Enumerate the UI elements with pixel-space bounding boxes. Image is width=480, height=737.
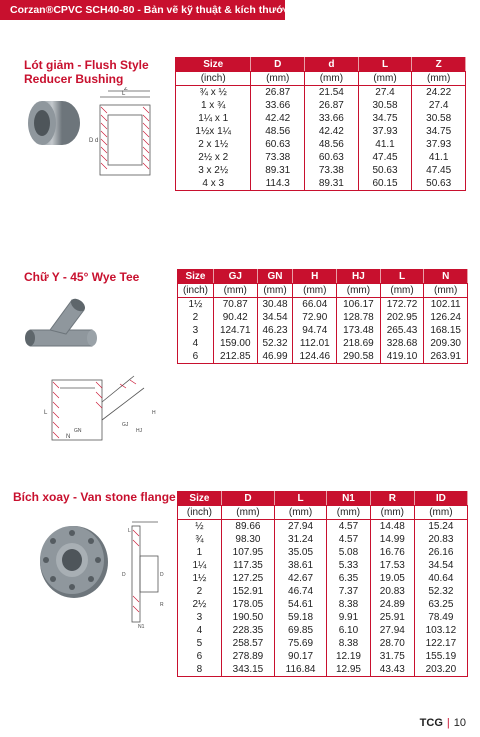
table-row [176,138,466,151]
table-cell: 4 [178,337,214,350]
table-row [176,177,466,191]
table-cell: 4.57 [327,533,371,546]
table-cell: 25.91 [370,611,414,624]
dim-label: D [122,572,126,578]
table-cell: ½ [178,520,222,534]
table-cell: 2½ [178,598,222,611]
table-cell: 31.75 [370,650,414,663]
table-row [178,559,468,572]
table-cell: 1¼ x 1 [176,112,251,125]
table-cell: 15.24 [414,520,467,534]
table-row [176,112,466,125]
table-cell: 6 [178,650,222,663]
table-cell: 42.67 [275,572,327,585]
table-row [178,650,468,663]
table-cell: 33.66 [305,112,359,125]
column-header: Size [178,492,222,506]
table-cell: 5.08 [327,546,371,559]
unit-cell: (mm) [275,506,327,520]
table-cell: 52.32 [414,585,467,598]
dim-label: R [160,602,164,608]
table-cell: 70.87 [213,298,257,312]
table-cell: 52.32 [257,337,293,350]
table-cell: 35.05 [275,546,327,559]
unit-cell: (mm) [412,72,466,86]
unit-cell: (mm) [213,284,257,298]
dim-label: H [152,410,156,416]
table-cell: 126.24 [424,311,468,324]
flange-drawing [118,520,168,630]
table-cell: 12.95 [327,663,371,677]
bushing-photo [24,93,82,151]
column-header: Size [178,270,214,284]
table-cell: 173.48 [337,324,381,337]
dim-label: L [44,410,48,416]
table-cell: 4.57 [327,520,371,534]
dim-label: D [89,138,94,144]
table-cell: 5.33 [327,559,371,572]
table-cell: 278.89 [221,650,274,663]
table-units-row [178,506,468,520]
table-cell: 2½ x 2 [176,151,251,164]
table-cell: 178.05 [221,598,274,611]
table-cell: 41.1 [412,151,466,164]
table-cell: 89.31 [305,177,359,191]
column-header: L [275,492,327,506]
unit-cell: (mm) [251,72,305,86]
table-cell: 60.63 [251,138,305,151]
table-cell: 90.42 [213,311,257,324]
table-cell: 73.38 [251,151,305,164]
table-cell: 90.17 [275,650,327,663]
column-header: HJ [337,270,381,284]
table-cell: 30.58 [412,112,466,125]
unit-cell: (inch) [176,72,251,86]
table-cell: 202.95 [380,311,424,324]
table-cell: 127.25 [221,572,274,585]
table-cell: ¾ x ½ [176,86,251,100]
table-row [178,546,468,559]
table-cell: 43.43 [370,663,414,677]
table-cell: 30.58 [358,99,412,112]
spec-table-bushing [175,57,466,191]
table-cell: 50.63 [412,177,466,191]
column-header: R [370,492,414,506]
table-row [178,663,468,677]
table-row [176,86,466,100]
table-cell: 4 [178,624,222,637]
column-header: D [221,492,274,506]
column-header: Z [412,58,466,72]
unit-cell: (mm) [305,72,359,86]
table-cell: 107.95 [221,546,274,559]
table-cell: 8 [178,663,222,677]
table-cell: 117.35 [221,559,274,572]
table-cell: 212.85 [213,350,257,364]
table-cell: 5 [178,637,222,650]
wye-photo [22,290,112,360]
table-cell: 102.11 [424,298,468,312]
table-cell: 34.54 [257,311,293,324]
table-cell: 24.89 [370,598,414,611]
table-cell: 1½ [178,572,222,585]
table-cell: 263.91 [424,350,468,364]
table-cell: 20.83 [370,585,414,598]
table-cell: 14.48 [370,520,414,534]
table-cell: 152.91 [221,585,274,598]
table-cell: 24.22 [412,86,466,100]
table-cell: 3 [178,611,222,624]
table-cell: 4 x 3 [176,177,251,191]
table-cell: 6.10 [327,624,371,637]
dim-label: D [160,572,164,578]
table-cell: 40.64 [414,572,467,585]
column-header: L [358,58,412,72]
dim-label: GJ [122,422,129,428]
table-cell: 60.15 [358,177,412,191]
table-cell: 30.48 [257,298,293,312]
table-cell: 78.49 [414,611,467,624]
table-cell: 28.70 [370,637,414,650]
table-row [178,337,468,350]
table-cell: 46.74 [275,585,327,598]
unit-cell: (mm) [257,284,293,298]
table-cell: 34.75 [412,125,466,138]
table-cell: 2 [178,311,214,324]
table-cell: 128.78 [337,311,381,324]
table-cell: 50.63 [358,164,412,177]
table-cell: 94.74 [293,324,337,337]
table-cell: 48.56 [251,125,305,138]
dim-label: L [122,91,126,97]
table-cell: 2 [178,585,222,598]
table-cell: 2 x 1½ [176,138,251,151]
table-row [178,324,468,337]
spec-table-wye [177,269,468,364]
table-row [178,298,468,312]
table-cell: 1 [178,546,222,559]
column-header: GN [257,270,293,284]
table-row [178,572,468,585]
section-title-line: Chữ Y - 45° Wye Tee [24,270,140,284]
table-cell: 73.38 [305,164,359,177]
table-units-row [178,284,468,298]
unit-cell: (mm) [414,506,467,520]
dim-label: L [128,528,131,534]
table-cell: 209.30 [424,337,468,350]
wye-drawing [40,374,170,444]
table-cell: 168.15 [424,324,468,337]
unit-cell: (mm) [358,72,412,86]
dim-label: Z [124,87,128,92]
column-header: Size [176,58,251,72]
table-cell: 8.38 [327,598,371,611]
table-cell: 3 [178,324,214,337]
table-cell: 203.20 [414,663,467,677]
table-cell: 7.37 [327,585,371,598]
table-cell: 37.93 [412,138,466,151]
table-cell: 328.68 [380,337,424,350]
table-cell: 112.01 [293,337,337,350]
table-cell: 21.54 [305,86,359,100]
table-cell: 63.25 [414,598,467,611]
table-cell: 69.85 [275,624,327,637]
table-row [176,151,466,164]
table-cell: 59.18 [275,611,327,624]
table-cell: 41.1 [358,138,412,151]
table-cell: 1½x 1¼ [176,125,251,138]
unit-cell: (mm) [293,284,337,298]
table-cell: 27.94 [275,520,327,534]
table-header-row [178,492,468,506]
table-cell: 258.57 [221,637,274,650]
table-cell: 106.17 [337,298,381,312]
page-number: 10 [453,717,466,729]
table-cell: 72.90 [293,311,337,324]
table-cell: 228.35 [221,624,274,637]
table-cell: 6.35 [327,572,371,585]
table-cell: 9.91 [327,611,371,624]
dim-label: d [95,138,99,144]
table-cell: 54.61 [275,598,327,611]
column-header: L [380,270,424,284]
table-cell: 33.66 [251,99,305,112]
document-header: Corzan®CPVC SCH40-80 - Bản vẽ kỹ thuật & kích thước [0,0,285,20]
unit-cell: (inch) [178,284,214,298]
table-row [178,598,468,611]
spec-table-flange [177,491,468,677]
table-cell: 1¼ [178,559,222,572]
unit-cell: (mm) [221,506,274,520]
table-cell: 89.66 [221,520,274,534]
table-row [178,611,468,624]
table-cell: 42.42 [305,125,359,138]
page-footer [420,717,466,729]
section-title-flange [13,490,176,504]
table-cell: 265.43 [380,324,424,337]
table-cell: 159.00 [213,337,257,350]
table-cell: 116.84 [275,663,327,677]
table-cell: 155.19 [414,650,467,663]
unit-cell: (mm) [370,506,414,520]
table-units-row [176,72,466,86]
section-title-bushing [24,58,149,86]
section-title-wye [24,270,139,284]
table-cell: 6 [178,350,214,364]
section-title-line: Reducer Bushing [24,72,124,86]
dim-label: N1 [138,624,145,630]
column-header: GJ [213,270,257,284]
table-row [178,624,468,637]
table-cell: 16.76 [370,546,414,559]
table-cell: 17.53 [370,559,414,572]
table-header-row [176,58,466,72]
table-cell: 27.4 [412,99,466,112]
column-header: d [305,58,359,72]
table-cell: 114.3 [251,177,305,191]
table-row [176,99,466,112]
table-cell: 419.10 [380,350,424,364]
table-cell: 47.45 [358,151,412,164]
flange-photo [34,522,114,602]
dim-label: HJ [136,428,143,434]
column-header: D [251,58,305,72]
table-cell: 12.19 [327,650,371,663]
column-header: N1 [327,492,371,506]
table-cell: 31.24 [275,533,327,546]
table-cell: 218.69 [337,337,381,350]
table-cell: 124.71 [213,324,257,337]
table-cell: 42.42 [251,112,305,125]
table-cell: 48.56 [305,138,359,151]
table-cell: 8.38 [327,637,371,650]
table-cell: 19.05 [370,572,414,585]
table-cell: 60.63 [305,151,359,164]
bushing-drawing [86,87,166,187]
table-cell: 98.30 [221,533,274,546]
table-cell: 75.69 [275,637,327,650]
table-cell: ¾ [178,533,222,546]
unit-cell: (mm) [337,284,381,298]
table-cell: 46.99 [257,350,293,364]
table-cell: 47.45 [412,164,466,177]
table-cell: 26.16 [414,546,467,559]
column-header: N [424,270,468,284]
table-cell: 38.61 [275,559,327,572]
table-cell: 122.17 [414,637,467,650]
unit-cell: (inch) [178,506,222,520]
section-title-line: Bích xoay - Van stone flange [13,490,176,504]
table-cell: 27.94 [370,624,414,637]
dim-label: GN [74,428,82,434]
column-header: H [293,270,337,284]
table-row [178,520,468,534]
table-cell: 3 x 2½ [176,164,251,177]
table-row [176,164,466,177]
table-cell: 66.04 [293,298,337,312]
table-header-row [178,270,468,284]
unit-cell: (mm) [424,284,468,298]
table-cell: 26.87 [251,86,305,100]
section-title-line: Lót giảm - Flush Style [24,58,149,72]
table-cell: 290.58 [337,350,381,364]
table-cell: 343.15 [221,663,274,677]
table-cell: 27.4 [358,86,412,100]
table-cell: 1 x ¾ [176,99,251,112]
dim-label: N [66,434,71,440]
table-row [178,637,468,650]
table-cell: 190.50 [221,611,274,624]
table-cell: 34.54 [414,559,467,572]
table-row [178,350,468,364]
table-cell: 20.83 [414,533,467,546]
table-cell: 46.23 [257,324,293,337]
table-row [178,311,468,324]
footer-brand: TCG [419,717,443,729]
table-cell: 37.93 [358,125,412,138]
table-cell: 34.75 [358,112,412,125]
table-row [176,125,466,138]
footer-separator: | [446,717,450,729]
table-cell: 124.46 [293,350,337,364]
table-cell: 103.12 [414,624,467,637]
table-cell: 14.99 [370,533,414,546]
table-cell: 1½ [178,298,214,312]
table-cell: 26.87 [305,99,359,112]
table-cell: 172.72 [380,298,424,312]
table-row [178,533,468,546]
unit-cell: (mm) [327,506,371,520]
table-row [178,585,468,598]
table-cell: 89.31 [251,164,305,177]
column-header: ID [414,492,467,506]
unit-cell: (mm) [380,284,424,298]
